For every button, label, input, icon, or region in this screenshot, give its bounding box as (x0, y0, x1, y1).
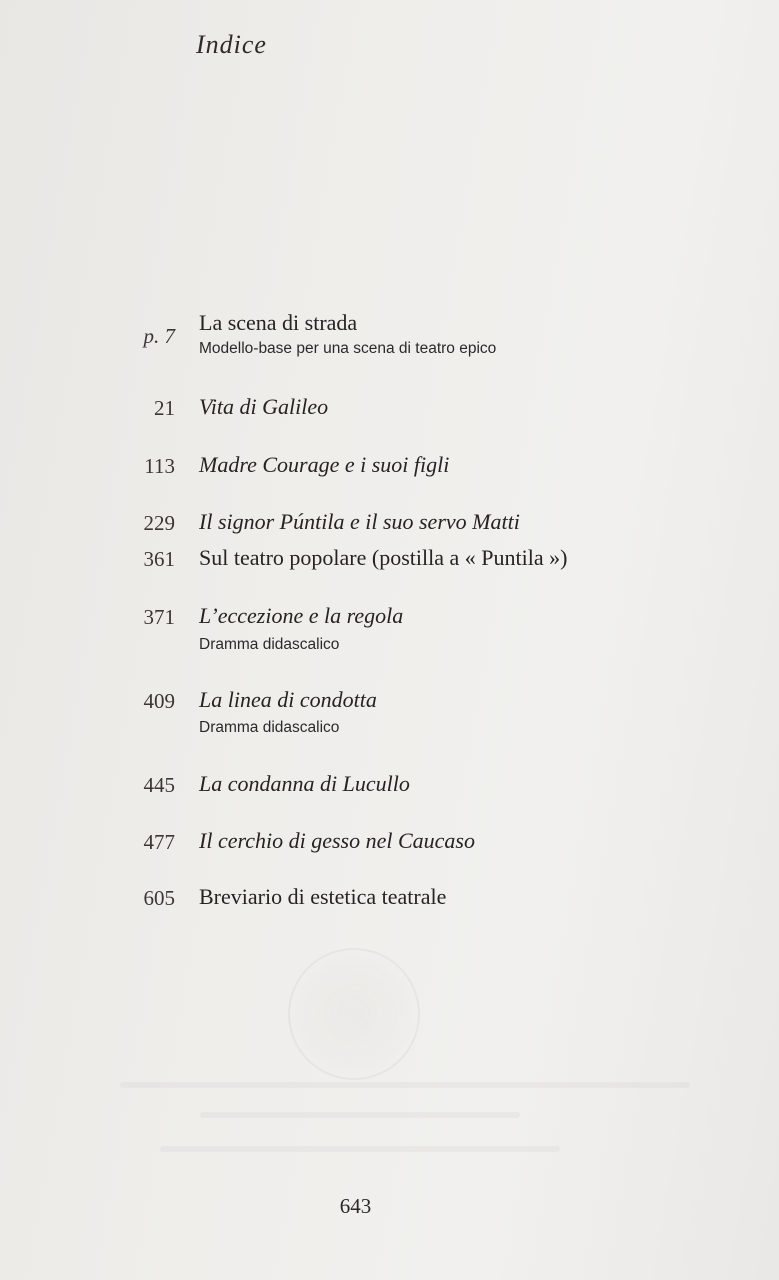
toc-subtitle: Dramma didascalico (199, 636, 340, 653)
toc-page-number: 113 (144, 454, 175, 478)
toc-title: L’eccezione e la regola (199, 603, 404, 628)
toc-page-number: 21 (154, 396, 175, 420)
toc-title: Il signor Púntila e il suo servo Matti (199, 509, 520, 534)
show-through-line (160, 1146, 560, 1152)
toc-page-number: 445 (143, 773, 175, 797)
page-number-text: 643 (339, 1194, 372, 1218)
toc-title: Breviario di estetica teatrale (199, 884, 447, 909)
toc-title: Sul teatro popolare (postilla a « Puntila ») (199, 545, 568, 570)
toc-page-number: 371 (143, 605, 175, 629)
show-through-seal (288, 948, 420, 1080)
toc-page-number: 477 (143, 830, 175, 854)
toc-title: La scena di strada (199, 310, 358, 335)
toc-page-number: 605 (143, 886, 175, 910)
toc-subtitle: Modello-base per una scena di teatro epico (199, 340, 497, 357)
toc-title: Il cerchio di gesso nel Caucaso (199, 828, 475, 853)
page-number (0, 1194, 779, 1219)
toc-title: La linea di condotta (199, 687, 377, 712)
toc-page-number: 409 (143, 689, 175, 713)
show-through-line (120, 1082, 690, 1088)
toc-page-number: 361 (143, 547, 175, 571)
toc-title: Vita di Galileo (199, 394, 329, 419)
toc-title: La condanna di Lucullo (199, 771, 410, 796)
page-heading: Indice (196, 30, 267, 59)
toc-title: Madre Courage e i suoi figli (199, 452, 450, 477)
show-through-line (200, 1112, 520, 1118)
toc-subtitle: Dramma didascalico (199, 719, 340, 736)
toc-page-number: p. 7 (143, 324, 175, 348)
toc-page-number: 229 (143, 511, 175, 535)
